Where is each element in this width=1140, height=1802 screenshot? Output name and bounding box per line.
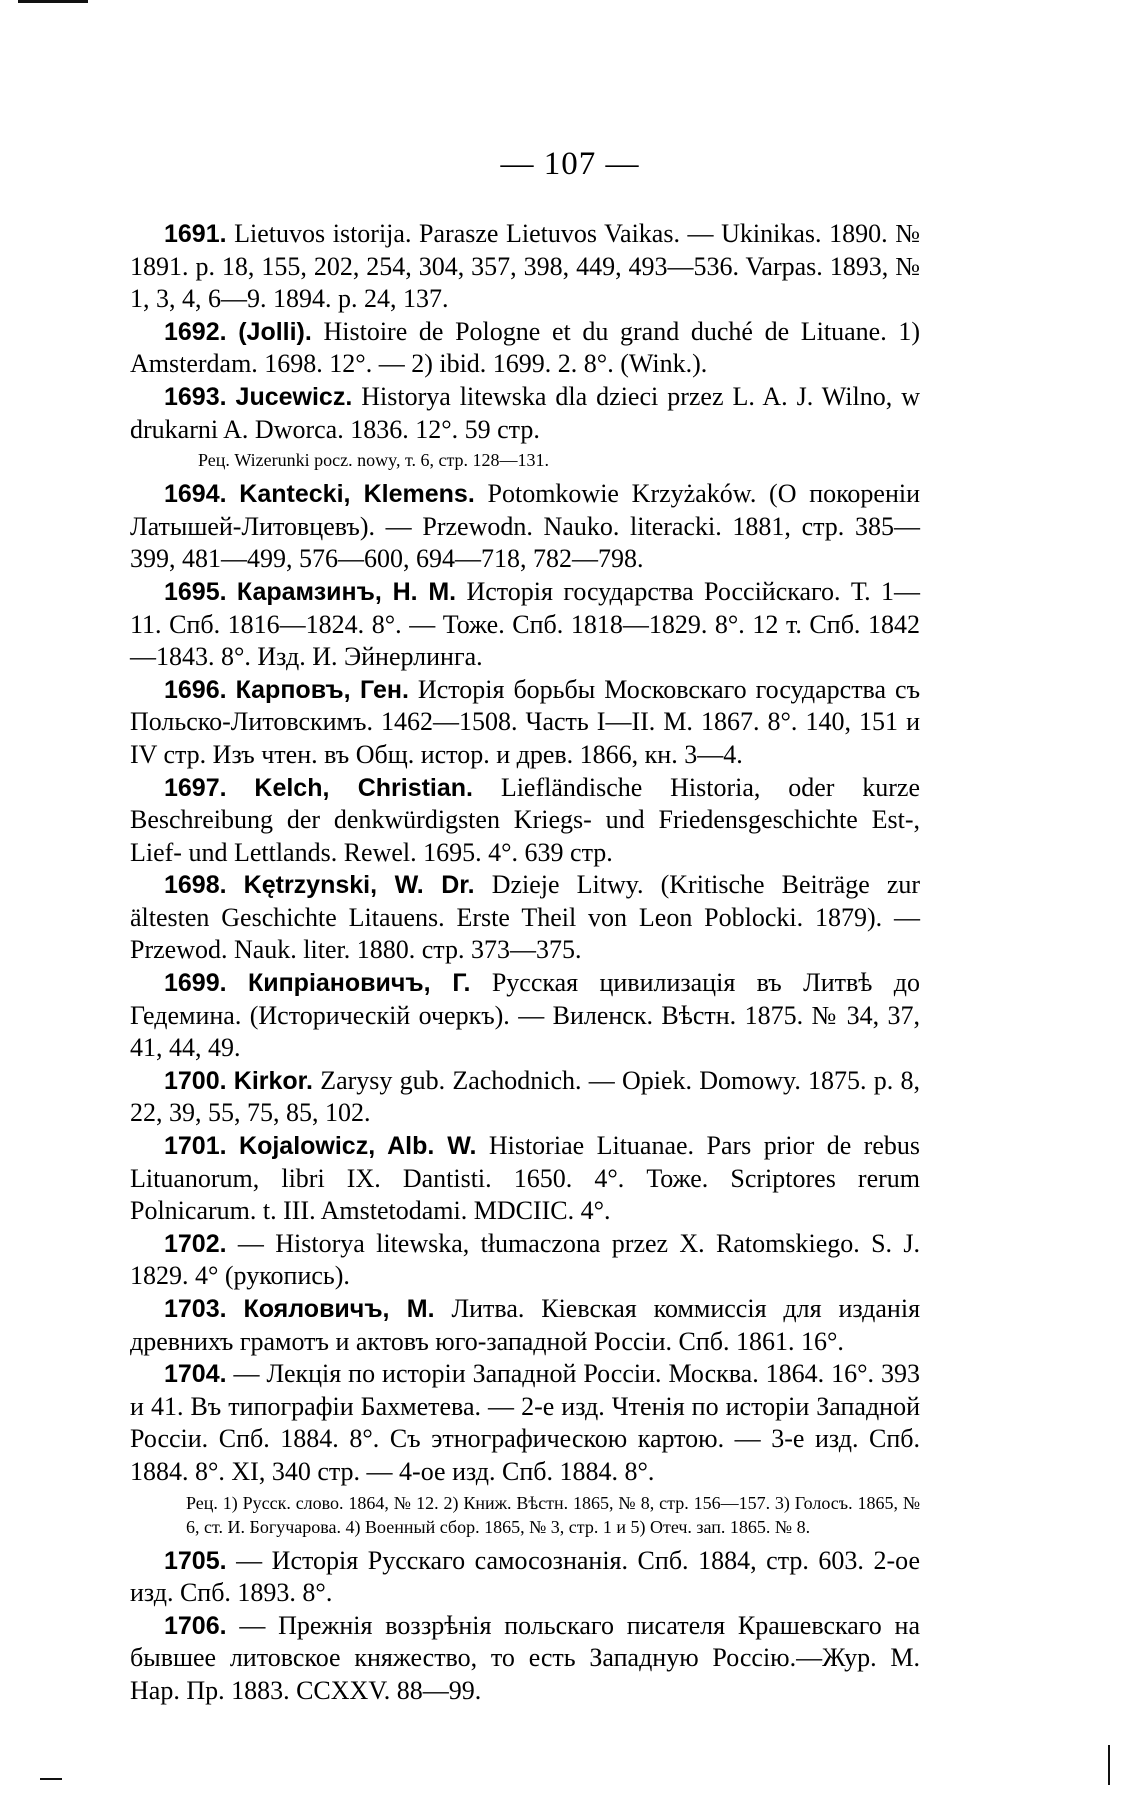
bibliography-entry xyxy=(130,772,920,870)
entry-number: 1691. xyxy=(164,220,227,248)
bibliography-entry xyxy=(130,1228,920,1293)
entry-number: 1704. xyxy=(164,1360,227,1389)
entry-number: 1695. xyxy=(164,577,227,606)
entry-number: 1698. xyxy=(164,871,227,900)
entry-number: 1705. xyxy=(164,1546,227,1575)
entry-number: 1699. xyxy=(164,969,227,998)
entry-review-note: Рец. 1) Русск. слово. 1864, № 12. 2) Книж. Вѣстн. 1865, № 8, стр. 156—157. 3) Голосъ. 1865, № 6, ст. И. Богучарова. 4) Военный сбор. 1865, № 3, стр. 1 и 5) Отеч. зап. 1865. № 8. xyxy=(186,1492,920,1537)
entry-text: — Historya litewska, tłumaczona przez X. Ratomskiego. S. J. 1829. 4° (рукопись). xyxy=(130,1228,920,1291)
bibliography-entry xyxy=(130,1065,920,1130)
entry-text: Histoire de Pologne et du grand duché de Lituane. 1) Amsterdam. 1698. 12°. — 2) ibid. 1699. 2. 8°. (Wink.). xyxy=(130,316,921,379)
bibliography-entry xyxy=(130,381,920,446)
bibliography-entry xyxy=(130,967,920,1065)
entry-author: Kirkor. xyxy=(233,1066,313,1095)
entry-text: — Лекція по исторіи Западной Россіи. Москва. 1864. 16°. 393 и 41. Въ типографіи Бахметева. — 2-е изд. Чтенія по исторіи Западной Россіи. Спб. 1884. 8°. Съ этнографическою картою. — 3-е изд. Спб. 1884. 8°. XI, 340 стр. — 4-ое изд. Спб. 1884. 8°. xyxy=(130,1359,921,1486)
entry-author: (Jolli). xyxy=(238,317,312,346)
entry-number: 1701. xyxy=(164,1132,227,1161)
entry-author: Карамзинъ, Н. М. xyxy=(236,577,457,606)
entry-text: Zarysy gub. Zachodnich. — Opiek. Domowy. 1875. p. 8, 22, 39, 55, 75, 85, 102. xyxy=(130,1065,920,1128)
entry-number: 1693. xyxy=(164,382,227,411)
entry-number: 1700. xyxy=(164,1066,227,1095)
entry-text: — Исторія Русскаго самосознанія. Спб. 1884, стр. 603. 2-ое изд. Спб. 1893. 8°. xyxy=(130,1545,921,1608)
entry-review-note: Рец. Wizerunki pocz. nowy, т. 6, стр. 128—131. xyxy=(198,450,550,471)
bibliography-entry xyxy=(130,869,920,967)
bibliography-entry xyxy=(130,1545,920,1610)
entry-text: Lietuvos istorija. Parasze Lietuvos Vaikas. — Ukinikas. 1890. № 1891. p. 18, 155, 202, 254, 304, 357, 398, 449, 493—536. Varpas. 1893, № 1, 3, 4, 6—9. 1894. p. 24, 137. xyxy=(130,219,920,314)
scan-artifact-bottom-right xyxy=(1108,1745,1110,1785)
bibliography-entry xyxy=(130,674,920,772)
entry-text: — Прежнія воззрѣнія польскаго писателя Крашевскаго на бывшее литовское княжество, то есть Западную Россію.—Жур. М. Нар. Пр. 1883. CCXXV. 88—99. xyxy=(130,1610,921,1705)
entry-text: Historiae Lituanae. Pars prior de rebus Lituanorum, libri IX. Dantisti. 1650. 4°. Тоже. Scriptores rerum Polnicarum. t. III. Amstetodami. MDCIIC. 4°. xyxy=(130,1131,921,1226)
entry-text: Исторія государства Россійскаго. Т. 1—11. Спб. 1816—1824. 8°. — Тоже. Спб. 1818—1829. 8°. 12 т. Спб. 1842—1843. 8°. Изд. И. Эйнерлинга. xyxy=(130,576,920,672)
entry-number: 1696. xyxy=(164,675,227,704)
entry-text: Русская цивилизація въ Литвѣ до Гедемина. (Историческій очеркъ). — Виленск. Вѣстн. 1875. № 34, 37, 41, 44, 49. xyxy=(130,968,921,1063)
entry-author: Kelch, Christian. xyxy=(254,773,473,802)
entry-number: 1703. xyxy=(164,1295,227,1323)
entry-number: 1697. xyxy=(164,773,227,802)
entry-author: Kojalowicz, Alb. W. xyxy=(239,1132,477,1161)
entry-text: Liefländische Historia, oder kurze Beschreibung der denkwürdigsten Kriegs- und Friedensgeschichte Est-, Lief- und Lettlands. Rewel. 1695. 4°. 639 стр. xyxy=(130,772,920,867)
entry-author: Кояловичъ, М. xyxy=(243,1295,435,1323)
entry-text: Dzieje Litwy. (Kritische Beiträge zur ältesten Geschichte Litauens. Erste Theil von Leon Poblocki. 1879). — Przewod. Nauk. liter. 1880. стр. 373—375. xyxy=(130,870,921,965)
entry-number: 1706. xyxy=(164,1611,227,1640)
entry-text: Historya litewska dla dzieci przez L. A. J. Wilno, w drukarni A. Dworca. 1836. 12°. 59 стр. xyxy=(130,381,921,444)
entry-author: Kantecki, Klemens. xyxy=(239,480,475,509)
page-number: — 107 — xyxy=(500,146,640,182)
scan-artifact-bottom-left xyxy=(40,1778,62,1780)
bibliography-entry xyxy=(130,1610,920,1708)
entry-number: 1702. xyxy=(164,1229,227,1258)
entry-number: 1692. xyxy=(164,317,227,346)
entry-text: Литва. Кіевская коммиссія для изданія древнихъ грамотъ и актовъ юго-западной Россіи. Спб. 1861. 16°. xyxy=(130,1294,921,1356)
entry-author: Kętrzynski, W. Dr. xyxy=(243,871,475,900)
bibliography-entry xyxy=(130,218,920,316)
entry-author: Jucewicz. xyxy=(235,382,353,411)
bibliography-entry xyxy=(130,1130,920,1228)
entry-text: Исторія борьбы Московскаго государства съ Польско-Литовскимъ. 1462—1508. Часть I—II. М. 1867. 8°. 140, 151 и IV стр. Изъ чтен. въ Общ. истор. и древ. 1866, кн. 3—4. xyxy=(130,674,921,769)
bibliography-entry xyxy=(130,316,920,381)
bibliography-entry xyxy=(130,576,920,674)
bibliography-entry xyxy=(130,1293,920,1358)
entry-number: 1694. xyxy=(164,480,227,509)
bibliography-entry xyxy=(130,478,920,576)
entry-text: Potomkowie Krzyżaków. (О покореніи Латышей-Литовцевъ). — Przewodn. Nauko. literacki. 1881, стр. 385—399, 481—499, 576—600, 694—718, 782—798. xyxy=(130,479,921,574)
scan-artifact-top-left xyxy=(18,0,88,3)
bibliography-entry xyxy=(130,1358,920,1488)
bibliography-entries xyxy=(130,218,920,1708)
entry-author: Кипріановичъ, Г. xyxy=(247,969,471,998)
entry-author: Карповъ, Ген. xyxy=(235,675,409,704)
